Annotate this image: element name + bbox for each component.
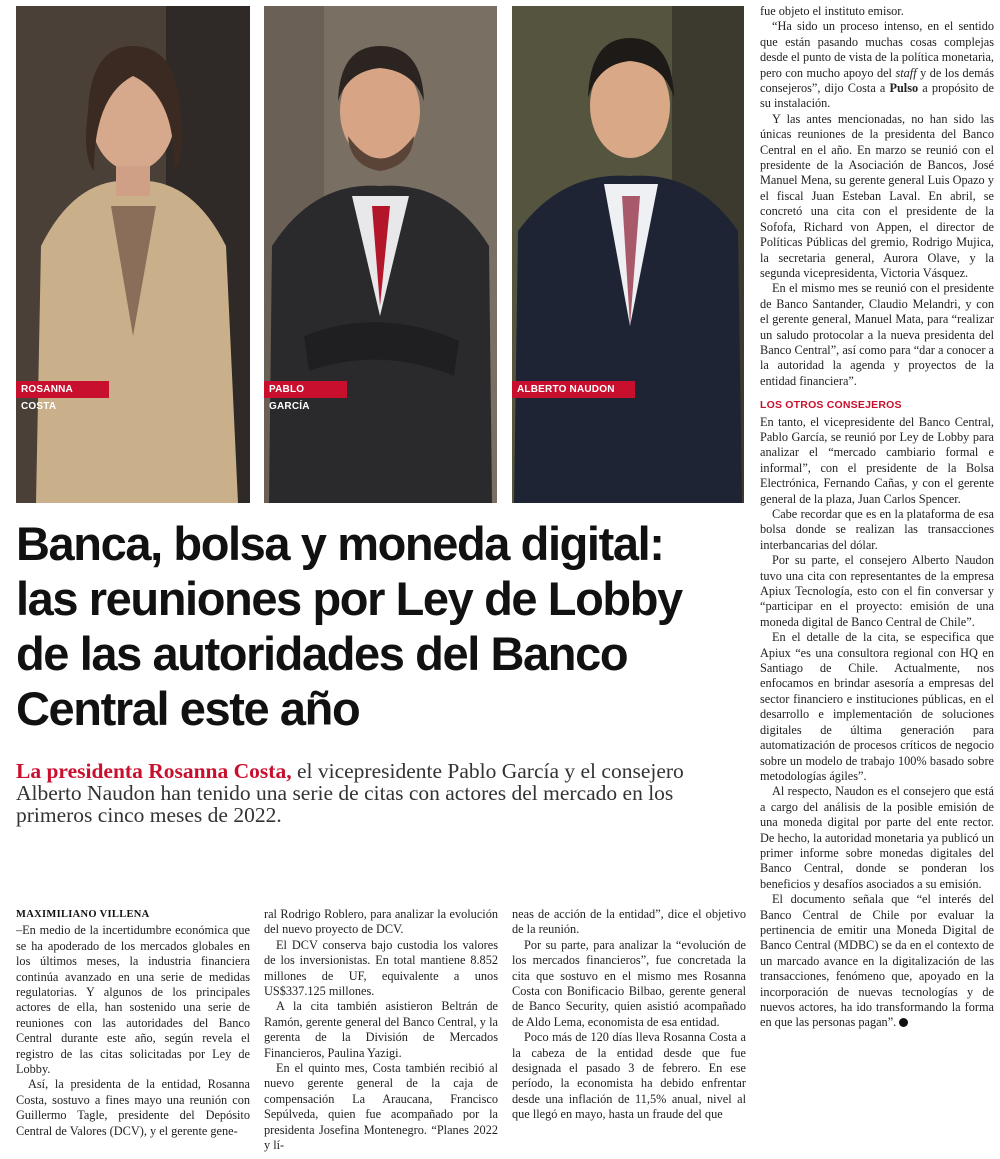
- paragraph: ral Rodrigo Roblero, para analizar la evolución del nuevo proyecto de DCV.: [264, 907, 498, 937]
- article-column-1: [16, 907, 250, 1139]
- article-deck: [16, 760, 736, 826]
- paragraph: Y las antes mencionadas, no han sido las únicas reuniones de la presidenta del Banco Central en el año. En marzo se reunió con el presidente de la Asociación de Bancos, José Manuel Mena, su gerente general Luis Opazo y el fiscal Juan Esteban Laval. En abril, se concretó una cita con el presidente de la Sofofa, Richard von Appen, el director de Políticas Públicas del gremio, Rodrigo Mujica, la secretaria general, Aurora Olave, y la segunda vicepresidenta, Victoria Vásquez.: [760, 111, 994, 280]
- paragraph: Cabe recordar que es en la plataforma de esa bolsa donde se realizan las transacciones interbancarias del dólar.: [760, 507, 994, 552]
- paragraph: Así, la presidenta de la entidad, Rosanna Costa, sostuvo a fines mayo una reunión con Guillermo Tagle, presidente del Depósito Central de Valores (DCV), y el gerente gene-: [16, 1077, 250, 1138]
- portrait-illustration: [512, 6, 744, 503]
- quote-text: y de los demás consejeros”, dijo Costa a: [760, 65, 994, 96]
- paragraph: Por su parte, el consejero Alberto Naudon tuvo una cita con representantes de la empresa Apiux Tecnología, esto con el fin conversar y “participar en el proyecto: emisión de una moneda digital de Banco Central de Chile”.: [760, 553, 994, 629]
- paragraph: Poco más de 120 días lleva Rosanna Costa a la cabeza de la entidad desde que fue designada el pasado 3 de febrero. En ese período, la economista ha debido enfrentar desde una inflación de 11,5% anual, nivel al que llegó en mayo, hasta un fraude del que: [512, 1030, 746, 1122]
- portrait-illustration: [264, 6, 497, 503]
- portrait-illustration: [16, 6, 250, 503]
- end-mark-icon: [899, 1018, 908, 1027]
- paragraph: El DCV conserva bajo custodia los valores de los inversionistas. En total mantiene 8.852 millones de UF, equivalente a unos US$337.125 millones.: [264, 937, 498, 999]
- article-column-4: [760, 4, 994, 1031]
- paragraph-quote: [760, 19, 994, 111]
- paragraph: neas de acción de la entidad”, dice el objetivo de la reunión.: [512, 907, 746, 937]
- paragraph: En el mismo mes se reunió con el presidente de Banco Santander, Claudio Melandri, y con el gerente general, Manuel Mata, para “realizar un saludo protocolar a la nueva presidenta del Banco Central”, así como para “dar a conocer a la autoridad la agenda y proyectos de la entidad financiera”.: [760, 281, 994, 388]
- deck-text: el vicepresidente Pablo García y el consejero Alberto Naudon han tenido una serie de citas con actores del mercado en los primeros cinco meses de 2022.: [16, 759, 684, 827]
- paragraph: Por su parte, para analizar la “evolución de los mercados financieros”, fue concretada la cita que sostuvo en el mismo mes Rosanna Costa con Bonificacio Bilbao, gerente general de Banco Security, quien asistió acompañado de Aldo Lema, economista de esa entidad.: [512, 937, 746, 1029]
- quote-text: “Ha sido un proceso intenso, en el sentido que están pasando muchas cosas complejas desde el punto de vista de la política monetaria, pero con mucho apoyo del: [760, 19, 994, 80]
- paragraph: En el detalle de la cita, se especifica que Apiux “es una consultora regional con HQ en Santiago de Chile. Actualmente, nos enfocamos en brindar asesoría a empresas del sector financiero e instituciones públicas, en el desarrollo e implementación de soluciones digitales de última generación para automatización de procesos críticos de negocio sobre un modelo de trabajo 100% basado sobre metodologías ágiles”.: [760, 630, 994, 783]
- photo-caption: ROSANNA COSTA: [16, 381, 109, 398]
- quote-pulso: Pulso: [889, 81, 919, 96]
- deck-lead: La presidenta Rosanna Costa,: [16, 759, 292, 783]
- section-subhead: LOS OTROS CONSEJEROS: [760, 399, 902, 412]
- paragraph-last: [760, 892, 994, 1031]
- article-headline: Banca, bolsa y moneda digital: las reuniones por Ley de Lobby de las autoridades del Banco Central este año: [16, 517, 682, 735]
- article-column-2: [264, 907, 498, 1154]
- photo-caption: ALBERTO NAUDON: [512, 381, 635, 398]
- photo-alberto-naudon: [512, 6, 744, 503]
- photo-pablo-garcia: [264, 6, 497, 503]
- article-column-3: [512, 907, 746, 1123]
- paragraph: A la cita también asistieron Beltrán de Ramón, gerente general del Banco Central, y la gerenta de la División de Mercados Financieros, Paulina Yazigi.: [264, 999, 498, 1060]
- paragraph: En tanto, el vicepresidente del Banco Central, Pablo García, se reunió por Ley de Lobby para analizar el “mercado cambiario formal e informal”, con el presidente de la Bolsa Electrónica, Fernando Cañas, y con el gerente general de la plaza, Juan Carlos Spencer.: [760, 414, 994, 506]
- paragraph: En el quinto mes, Costa también recibió al nuevo gerente general de la caja de compensación La Araucana, Francisco Sepúlveda, quien fue acompañado por la presidenta Josefina Montenegro. “Planes 2022 y lí-: [264, 1061, 498, 1153]
- paragraph-text: El documento señala que “el interés del Banco Central de Chile por evaluar la pertinencia de emitir una Moneda Digital de Banco Central (MDBC) se da en el contexto de un marcado avance en la digitalización de las transacciones, fenómeno que, apoyado en la incorporación de nuevas tecnologías y de nuevos actores, ha ido transformando la forma en que las personas pagan”.: [760, 892, 994, 1030]
- photo-rosanna-costa: [16, 6, 250, 503]
- photo-caption: PABLO GARCÍA: [264, 381, 347, 398]
- byline: MAXIMILIANO VILLENA: [16, 909, 150, 920]
- paragraph: –En medio de la incertidumbre económica que se ha apoderado de los mercados globales en los últimos meses, la industria financiera continúa avanzado en una serie de medidas regulatorias. Y algunos de los principales actores de ella, han sostenido una serie de reuniones con las autoridades del Banco Central durante este año, según revela el registro de las citas solicitadas por Ley de Lobby.: [16, 923, 250, 1077]
- paragraph: fue objeto el instituto emisor.: [760, 4, 904, 18]
- quote-text: a propósito de su instalación.: [760, 81, 994, 111]
- quote-staff: staff: [895, 65, 917, 80]
- paragraph: Al respecto, Naudon es el consejero que está a cargo del análisis de la posible emisión de una moneda digital por parte del ente rector. De hecho, la autoridad monetaria ya publicó un primer informe sobre monedas digitales del Banco Central, donde se ponderan los beneficios y desafíos asociados a su emisión.: [760, 784, 994, 891]
